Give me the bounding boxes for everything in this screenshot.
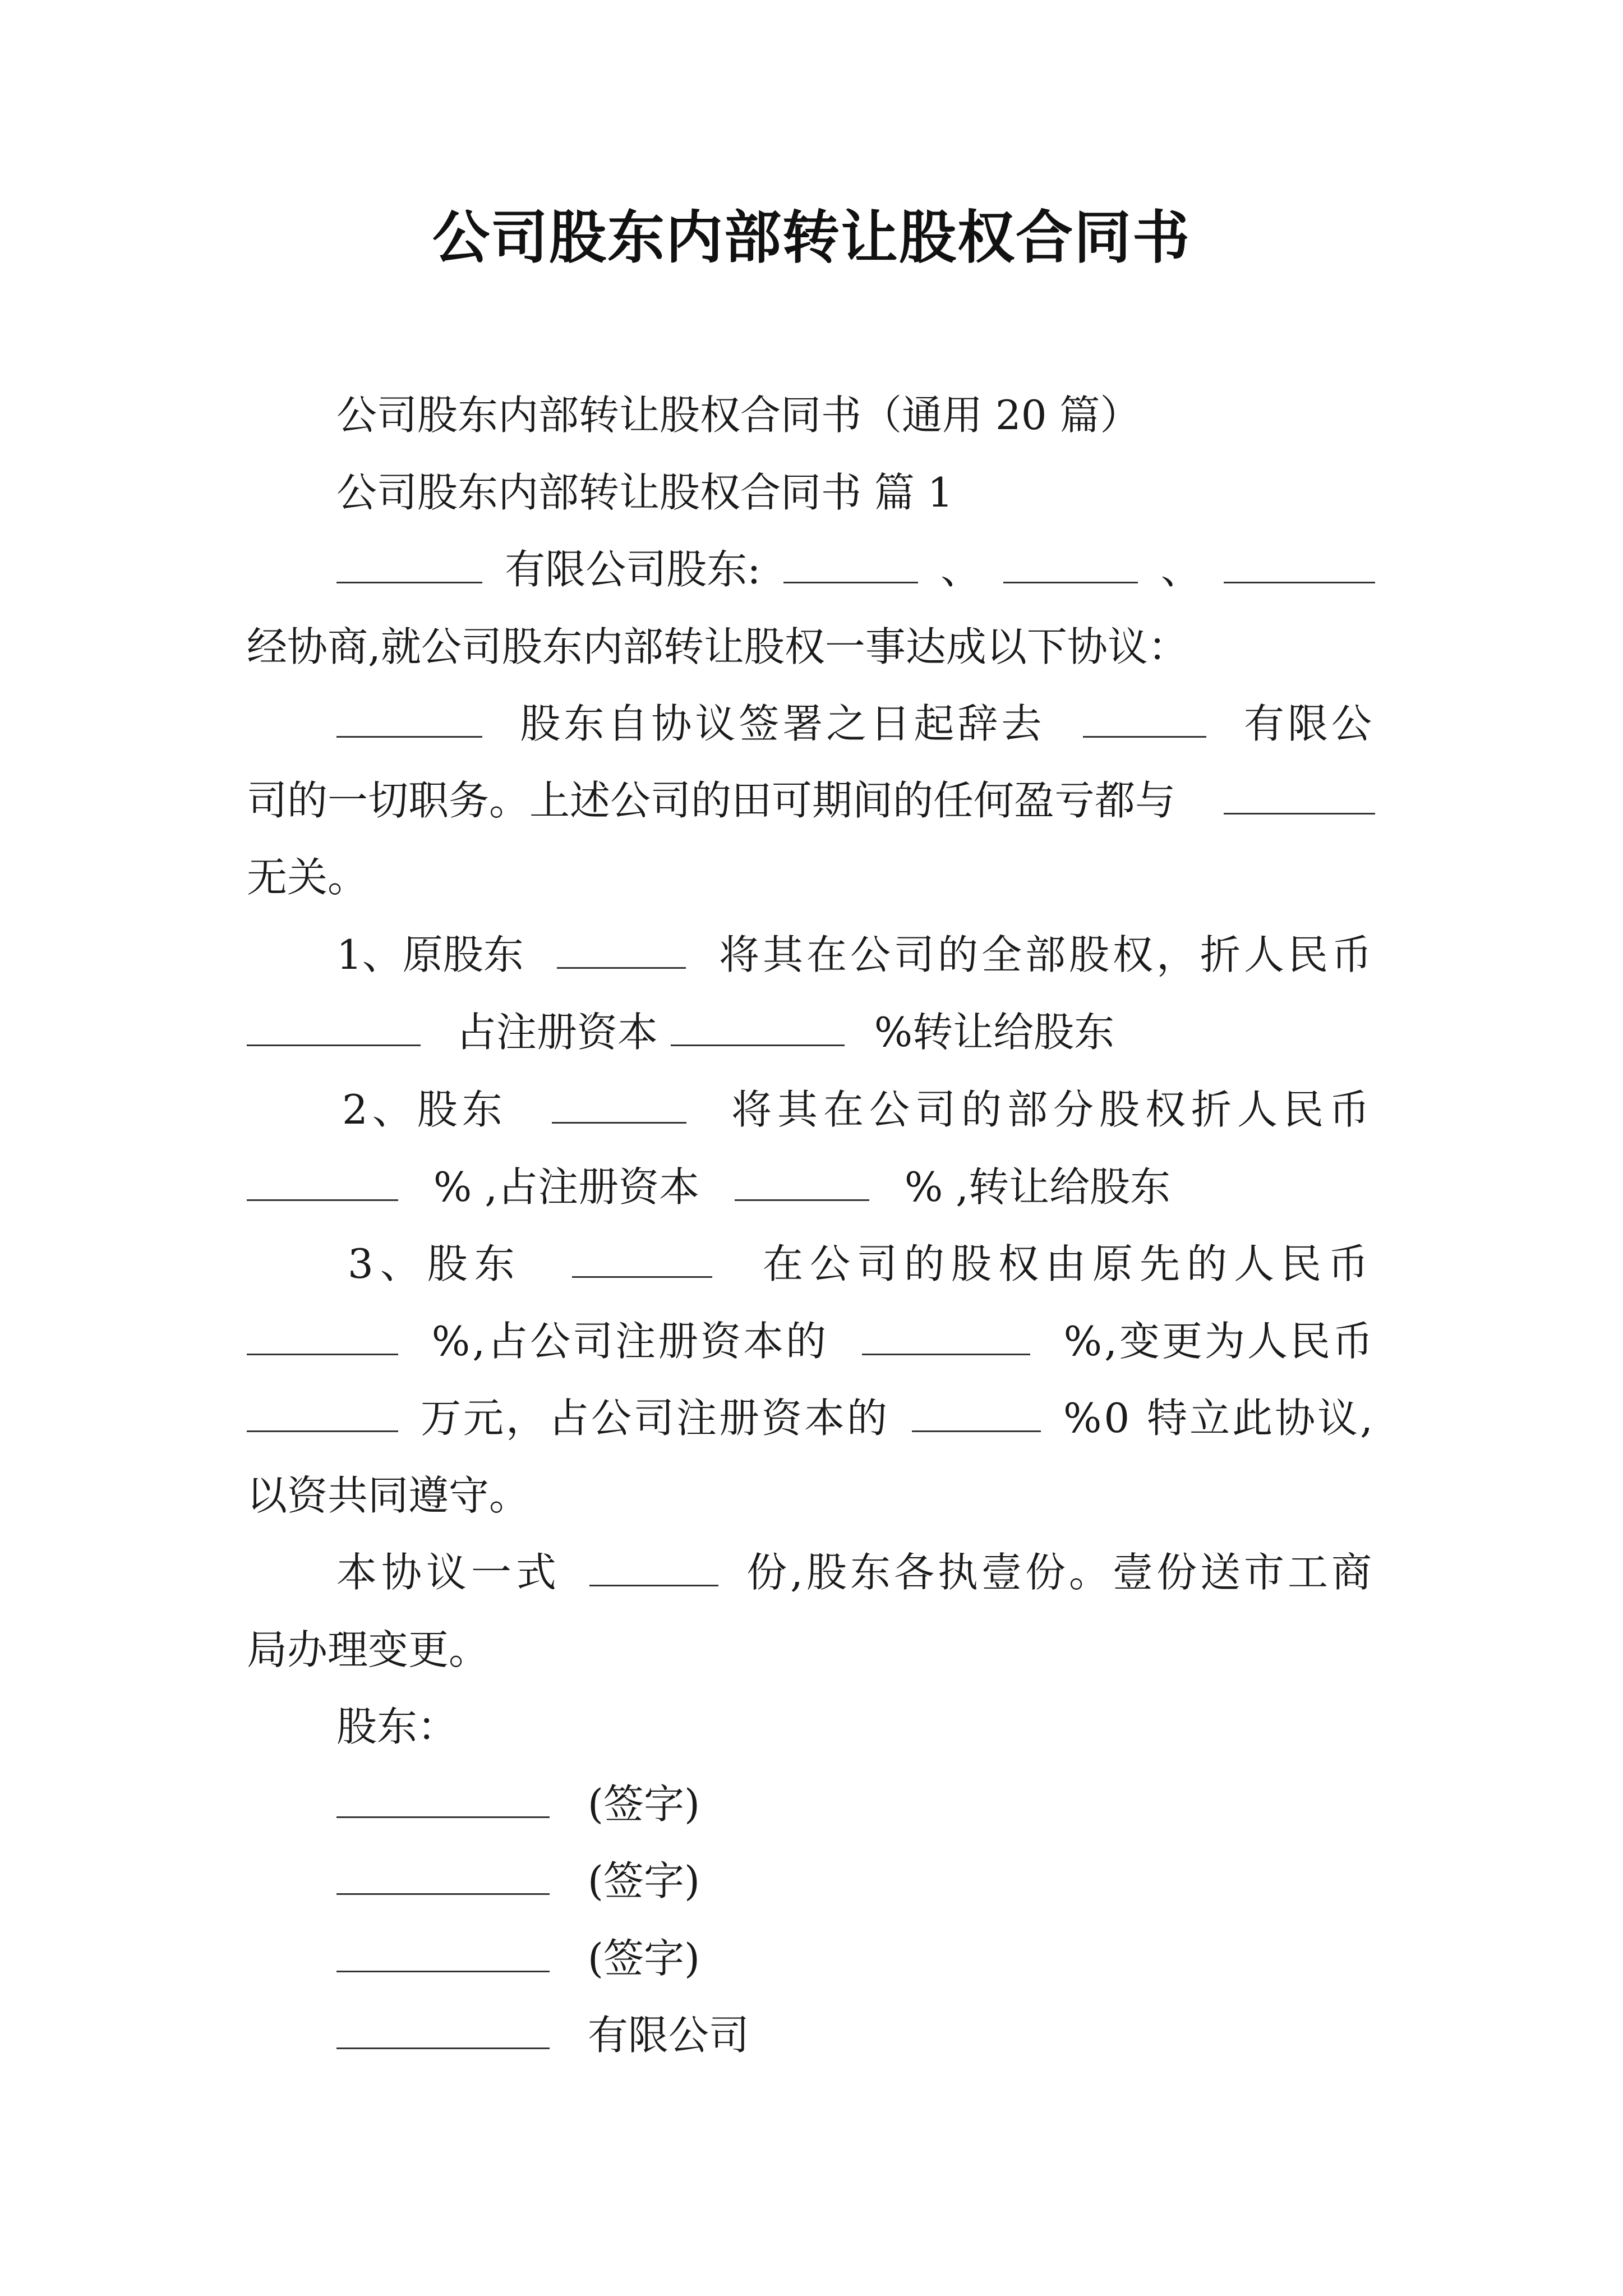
item-3-text: 在公司的股权由原先的人民币 [762,1240,1375,1287]
shareholders-label: 股东： [336,1703,458,1750]
resignation-line-2 [247,772,1375,829]
item-1-line-1 [336,927,1375,983]
signature-3-label: (签字) [587,1935,700,1982]
item-3-change-text: %,变更为人民币 [1063,1318,1375,1365]
signature-2-label: (签字) [587,1857,700,1904]
signature-2-blank[interactable] [336,1854,550,1895]
item-2-line-1 [342,1082,1375,1138]
item-2-text: 将其在公司的部分股权折人民币 [731,1086,1375,1133]
item-1-amount-blank[interactable] [247,1005,421,1046]
agreement-intro: 经协商,就公司股东内部转让股权一事达成以下协议： [247,623,1188,670]
signature-1-blank[interactable] [336,1777,550,1818]
signature-line-1 [336,1776,700,1832]
item-2-line-2 [247,1159,1170,1215]
item-2-amount-blank[interactable] [247,1160,398,1201]
item-3-new-amount-blank[interactable] [247,1391,398,1432]
item-1-capital-text: 占注册资本 [455,1009,658,1056]
item-2-percent-blank[interactable] [735,1160,869,1201]
resignation-end: 无关。 [247,854,368,901]
shareholder-2-blank[interactable] [1003,542,1138,583]
signature-3-blank[interactable] [336,1931,550,1972]
item-2-label: 2、股东 [342,1086,507,1133]
company-signature-line [336,2007,749,2063]
copies-line-1 [336,1544,1375,1600]
company-signature-label: 有限公司 [587,2012,749,2059]
shareholder-3-blank[interactable] [1224,542,1375,583]
document-title: 公司股东内部转让股权合同书 [432,205,1191,272]
item-3-line-2 [247,1313,1375,1369]
unrelated-party-blank[interactable] [1224,774,1375,815]
shareholder-1-blank[interactable] [783,542,918,583]
item-3-agreement-text: %0 特立此协议, [1063,1395,1375,1442]
resigning-shareholder-blank[interactable] [336,697,482,738]
item-3-label: 3、股东 [348,1240,522,1287]
copies-distribution-text: 份,股东各执壹份。壹份送市工商 [746,1549,1375,1596]
item-2-transfer-text: % ,转让给股东 [904,1163,1171,1211]
item-2-shareholder-blank[interactable] [552,1083,686,1124]
signature-line-3 [336,1930,700,1986]
resignation-continuation: 司的一切职务。上述公司的田可期间的任何盈亏都与 [247,777,1176,824]
separator-1: 、 [940,546,981,593]
separator-2: 、 [1160,546,1201,593]
signature-1-label: (签字) [587,1780,700,1828]
item-3-original-percent-text: %,占公司注册资本的 [431,1318,829,1365]
signature-line-2 [336,1853,700,1909]
item-3-original-percent-blank[interactable] [862,1314,1030,1355]
item-1-percent-blank[interactable] [671,1005,845,1046]
shareholders-of-company-text: 有限公司股东: [505,546,761,593]
subtitle: 公司股东内部转让股权合同书（通用 20 篇） [336,392,1141,439]
parties-line [336,541,1375,597]
copies-line-2: 局办理变更。 [247,1626,490,1673]
resignation-line-1 [336,696,1375,752]
chapter-heading: 公司股东内部转让股权合同书 篇 1 [336,469,953,516]
item-1-shareholder-blank[interactable] [557,928,686,969]
company-name-blank[interactable] [336,542,482,583]
item-3-line-4: 以资共同遵守。 [247,1472,530,1519]
item-3-new-capital-text: 万元，占公司注册资本的 [420,1395,889,1442]
item-3-line-3 [247,1390,1375,1446]
item-3-original-amount-blank[interactable] [247,1314,398,1355]
item-1-line-2 [247,1004,1114,1060]
company-blank[interactable] [1083,697,1206,738]
item-1-label: 1、原股东 [336,931,524,978]
item-3-new-percent-blank[interactable] [912,1391,1041,1432]
item-3-line-1 [348,1236,1375,1292]
company-signature-blank[interactable] [336,2008,550,2049]
copies-count-blank[interactable] [589,1545,718,1586]
item-1-transfer-text: %转让给股东 [874,1009,1115,1056]
item-2-capital-text: % ,占注册资本 [433,1163,700,1211]
company-suffix-text: 有限公 [1243,700,1375,747]
resignation-text: 股东自协议签署之日起辞去 [520,700,1045,747]
item-1-text: 将其在公司的全部股权，折人民币 [718,931,1375,978]
copies-text: 本协议一式 [336,1549,561,1596]
item-3-shareholder-blank[interactable] [572,1237,712,1278]
